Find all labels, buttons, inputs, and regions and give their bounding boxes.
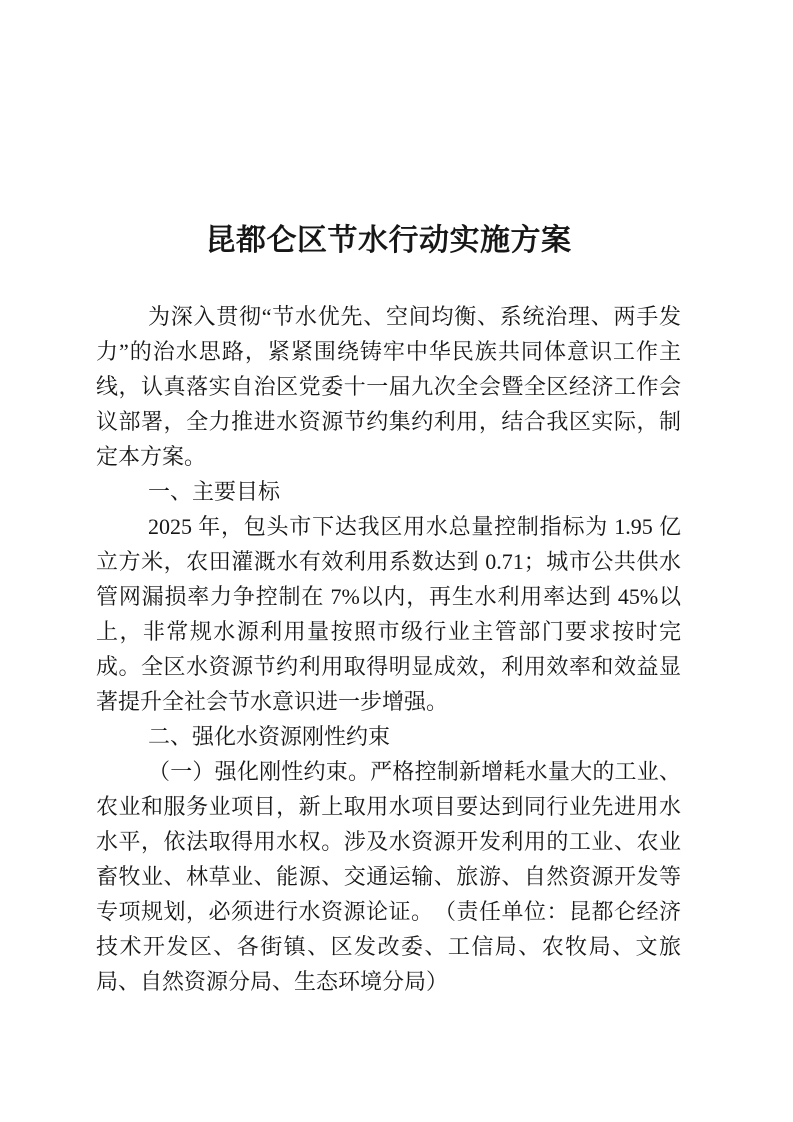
section-heading-main-goals: 一、主要目标 [148,479,281,504]
section-heading-rigid-constraints: 二、强化水资源刚性约束 [148,724,391,749]
paragraph-rigid-constraints-detail: （一）强化刚性约束。严格控制新增耗水量大的工业、农业和服务业项目，新上取用水项目要达到同行业先进用水水平，依法取得用水权。涉及水资源开发利用的工业、农业畜牧业、林草业、能源、交通运输、旅游、自然资源开发等专项规划，必须进行水资源论证。 （责任单位：昆都仑经济技术开发区、各街镇、区发改委、工信局、农牧局、文旅局、自然资源分局、生态环境分局） [96,759,681,994]
document-body [96,299,681,999]
paragraph-goals-2025: 2025 年，包头市下达我区用水总量控制指标为 1.95 亿立方米，农田灌溉水有效利用系数达到 0.71；城市公共供水管网漏损率力争控制在 7%以内，再生水利用率达到 45%以上，非常规水源利用量按照市级行业主管部门要求按时完成。全区水资源节约利用取得明显成效，利用效率和效益显著提升全社会节水意识进一步增强。 [96,514,681,714]
document-title: 昆都仑区节水行动实施方案 [205,224,572,257]
document-content [96,0,681,999]
paragraph-intro: 为深入贯彻“节水优先、空间均衡、系统治理、两手发力”的治水思路，紧紧围绕铸牢中华民族共同体意识工作主线，认真落实自治区党委十一届九次全会暨全区经济工作会议部署，全力推进水资源节约集约利用，结合我区实际，制定本方案。 [96,304,681,469]
